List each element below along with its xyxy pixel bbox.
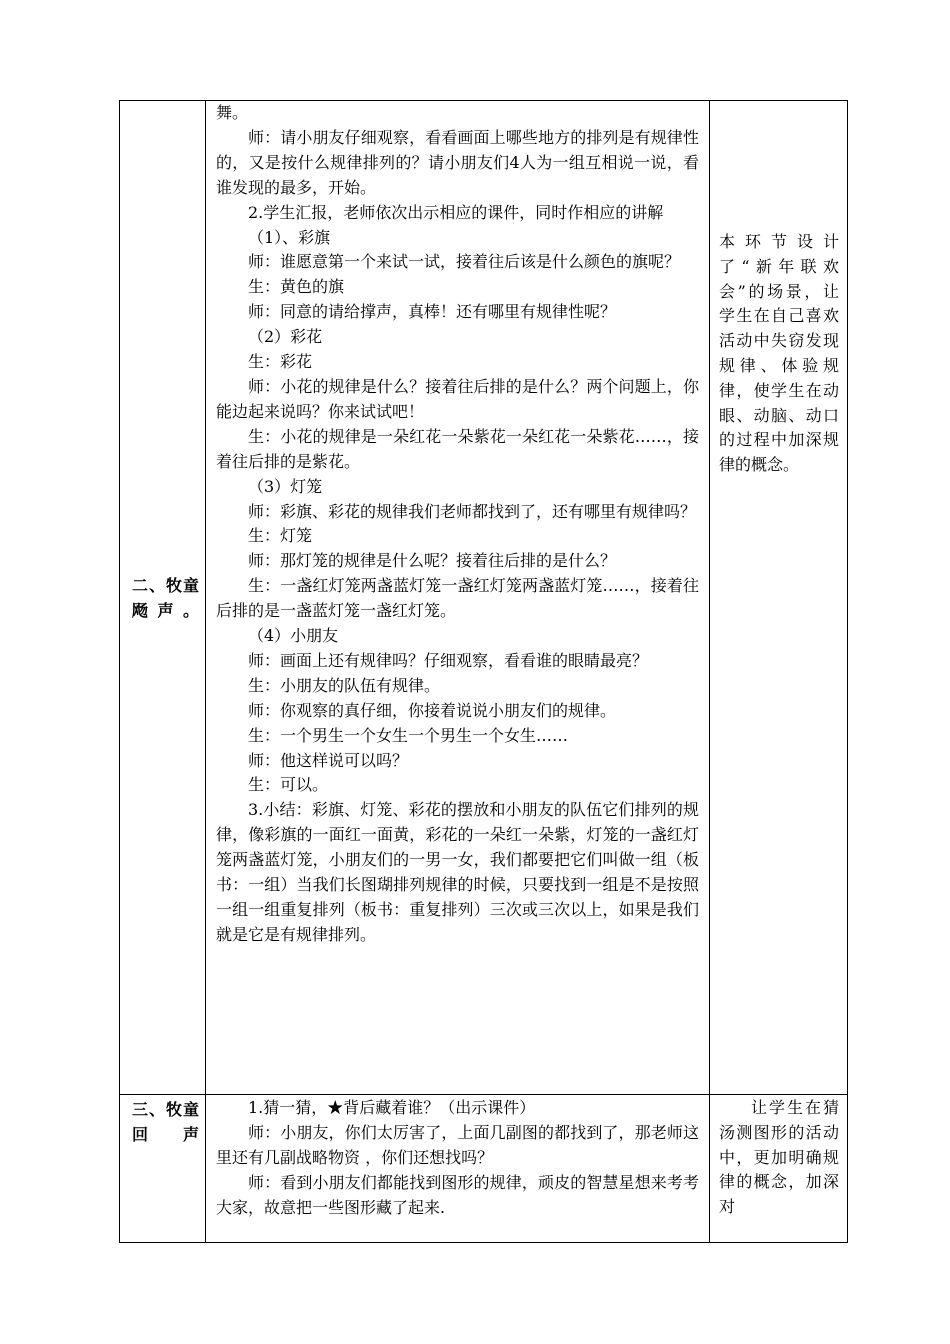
content-line: 师：那灯笼的规律是什么呢？接着往后排的是什么？	[248, 551, 617, 571]
content-line: 师：你观察的真仔细，你接着说说小朋友们的规律。	[248, 700, 617, 720]
content-line: 生：灯笼	[248, 526, 313, 546]
content-line: 舞。	[216, 103, 249, 122]
content-line: （2）彩花	[248, 327, 323, 347]
content-line: 生：小花的规律是一朵红花一朵紫花一朵红花一朵紫花……，接着往后排的是紫花。	[216, 426, 699, 471]
content-cell	[206, 1095, 710, 1243]
content-line: 师：彩旗、彩花的规律我们老师都找到了，还有哪里有规律吗？	[248, 501, 697, 521]
content-line: 1.猜一猜，★背后藏着谁？（出示课件）	[248, 1098, 536, 1117]
content-line: 生：一盏红灯笼两盏蓝灯笼一盏红灯笼两盏蓝灯笼……，接着往后排的是一盏蓝灯笼一盏红灯笼。	[216, 576, 699, 621]
note-cell	[710, 1095, 848, 1243]
content-line: 师：小朋友，你们太厉害了，上面几副图的都找到了，那老师这里还有几副战略物资 ，你们还想找吗？	[216, 1122, 699, 1167]
stage-cell	[120, 1095, 206, 1243]
content-line: 师：看到小朋友们都能找到图形的规律，顽皮的智慧星想来考考大家，故意把一些图形藏了起来.	[216, 1172, 699, 1217]
note-cell	[710, 101, 848, 1095]
lesson-content	[206, 101, 709, 948]
content-line: （1）、彩旗	[248, 227, 331, 247]
table-row	[120, 1095, 848, 1243]
content-line: 生：一个男生一个女生一个男生一个女生……	[248, 725, 569, 745]
content-line: 师：画面上还有规律吗？仔细观察，看看谁的眼睛最亮？	[248, 650, 649, 670]
content-line: 师：他这样说可以吗？	[248, 750, 409, 770]
design-note	[710, 101, 847, 478]
content-line: 师：谁愿意第一个来试一试，接着往后该是什么颜色的旗呢？	[248, 252, 681, 272]
lesson-plan-table	[119, 100, 848, 1243]
content-line: 生：小朋友的队伍有规律。	[248, 675, 441, 695]
note-text: 本环节设计了“新年联欢会”的场景，让学生在自己喜欢活动中失窃发现规律、体验规律，使学生在动眼、动脑、动口的过程中加深规律的概念。	[719, 232, 839, 475]
content-line: （4）小朋友	[248, 626, 339, 646]
content-line: 师：小花的规律是什么？接着往后排的是什么？两个问题上，你能边起来说吗？你来试试吧！	[216, 376, 699, 421]
content-line: 2.学生汇报，老师依次出示相应的课件，同时作相应的讲解	[248, 202, 664, 222]
content-line: 师：请小朋友仔细观察，看看画面上哪些地方的排列是有规律性的，又是按什么规律排列的？请小朋友们4人为一组互相说一说，看谁发现的最多，开始。	[216, 127, 699, 197]
lesson-content	[206, 1095, 709, 1221]
content-line: 生：彩花	[248, 352, 313, 372]
table-row	[120, 101, 848, 1095]
stage-cell	[120, 101, 206, 1095]
stage-label: 二、牧童飏声。	[132, 575, 199, 620]
note-text: 让学生在猜汤测图形的活动中，更加明确规律的概念，加深对	[719, 1098, 839, 1217]
content-line: （3）灯笼	[248, 476, 323, 496]
design-note	[710, 1095, 847, 1220]
content-cell	[206, 101, 710, 1095]
stage-label: 三、牧童回声	[132, 1100, 199, 1144]
content-line: 3.小结：彩旗、灯笼、彩花的摆放和小朋友的队伍它们排列的规律，像彩旗的一面红一面黄，彩花的一朵红一朵紫，灯笼的一盏红灯笼两盏蓝灯笼，小朋友们的一男一女，我们都要把它们叫做一组（板书：一组）当我们长图瑚排列规律的时候，只要找到一组是不是按照一组一组重复排列（板书：重复排列）三次或三次以上，如果是我们就是它是有规律排列。	[216, 800, 699, 944]
content-line: 生：可以。	[248, 775, 329, 795]
content-line: 师：同意的请给撑声，真棒！还有哪里有规律性呢？	[248, 302, 617, 322]
content-line: 生：黄色的旗	[248, 277, 345, 297]
